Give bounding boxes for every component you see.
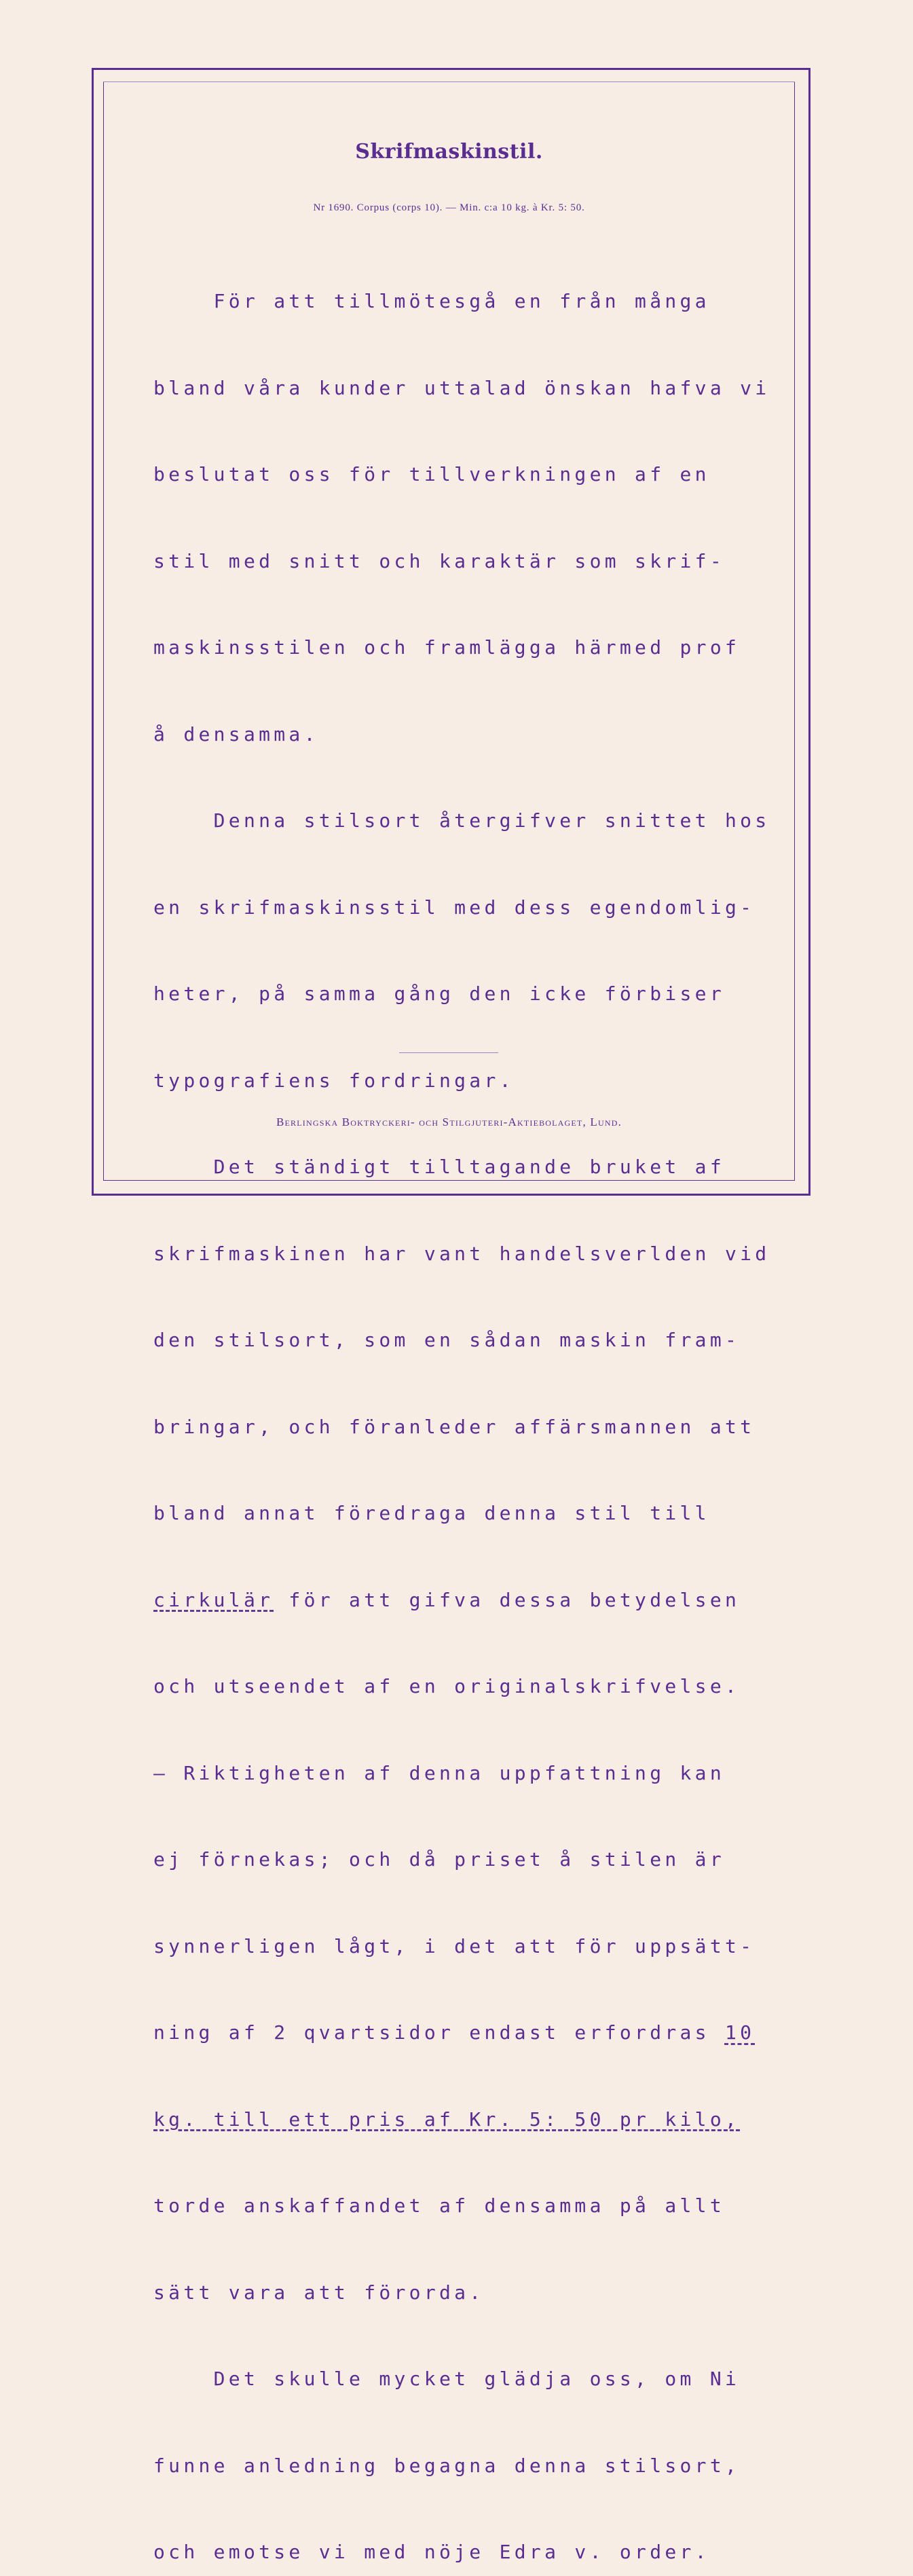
text-line: beslutat oss för tillverkningen af en <box>153 463 710 485</box>
text-line: och utseendet af en originalskrifvelse. <box>153 1675 741 1697</box>
type-specification: Nr 1690. Corpus (corps 10). — Min. c:a 10 kg. à Kr. 5: 50. <box>313 202 585 213</box>
text-line: och emotse vi med nöje Edra v. order. <box>153 2541 710 2563</box>
text-line: — Riktigheten af denna uppfattning kan <box>153 1761 725 1784</box>
text-line: å densamma. <box>153 722 319 746</box>
text-segment: ning af 2 qvartsidor endast erfordras <box>153 2021 725 2044</box>
text-line: heter, på samma gång den icke förbiser <box>153 982 725 1005</box>
text-line: Det ständigt tilltagande bruket af <box>153 1156 725 1178</box>
text-line: Denna stilsort återgifver snittet hos <box>153 809 770 832</box>
divider-rule <box>399 1052 498 1053</box>
page-title: Skrifmaskinstil. <box>355 140 543 164</box>
text-line: sätt vara att förorda. <box>153 2281 485 2304</box>
text-line: Det skulle mycket glädja oss, om Ni <box>153 2368 741 2390</box>
text-line: bland annat föredraga denna stil till <box>153 1502 710 1524</box>
text-line: skrifmaskinen har vant handelsverlden vid <box>153 1242 770 1265</box>
text-line: en skrifmaskinsstil med dess egendomlig- <box>153 896 756 919</box>
text-line: stil med snitt och karaktär som skrif- <box>153 549 725 572</box>
text-line: funne anledning begagna denna stilsort, <box>153 2454 741 2477</box>
text-line: maskinsstilen och framlägga härmed prof <box>153 636 741 659</box>
underlined-word: 10 <box>724 2021 756 2044</box>
specimen-text <box>153 229 778 2576</box>
text-line <box>153 2019 778 2048</box>
text-segment: för att gifva dessa betydelsen <box>274 1588 741 1611</box>
publisher-footer: Berlingska Boktryckeri- och Stilgjuteri-Aktiebolaget, Lund. <box>276 1116 622 1128</box>
text-line: den stilsort, som en sådan maskin fram- <box>153 1329 741 1351</box>
text-line: ej förnekas; och då priset å stilen är <box>153 1848 725 1871</box>
underlined-word: cirkulär <box>153 1588 274 1611</box>
text-line: För att tillmötesgå en från många <box>153 290 710 312</box>
text-line: bland våra kunder uttalad önskan hafva vi <box>153 376 770 399</box>
text-line: synnerligen lågt, i det att för uppsätt- <box>153 1934 756 1957</box>
text-line <box>153 1586 778 1615</box>
text-line: torde anskaffandet af densamma på allt <box>153 2194 725 2217</box>
text-line <box>153 2105 778 2135</box>
page-content <box>103 81 795 2563</box>
text-line: bringar, och föranleder affärsmannen att <box>153 1415 756 1438</box>
text-line: typografiens fordringar. <box>153 1069 515 1092</box>
underlined-phrase: kg. till ett pris af Kr. 5: 50 pr kilo, <box>153 2108 741 2131</box>
